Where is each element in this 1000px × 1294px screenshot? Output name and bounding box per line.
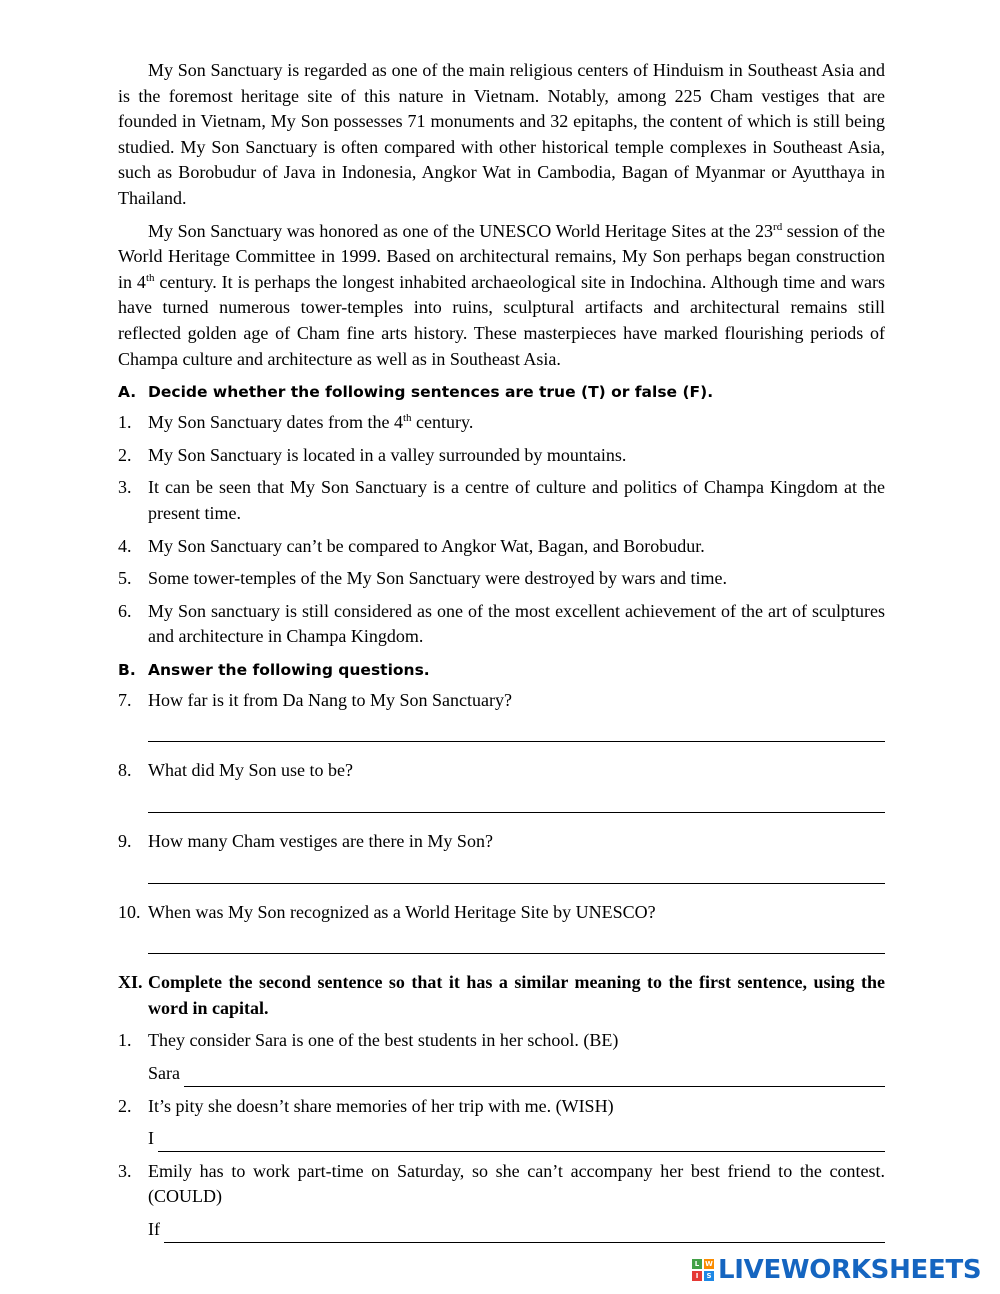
answer-line[interactable] (148, 869, 885, 884)
question-text: How far is it from Da Nang to My Son Sanctuary? (148, 689, 512, 710)
tf-item (118, 534, 885, 560)
passage-text: century. It is perhaps the longest inhabited archaeological site in Indochina. Although time and wars have turned numerous tower-temples into ruins, sculptural artifacts and architectural remains still reflected golden age of Cham fine arts history. These masterpieces have marked flourishing periods of Champa culture and architecture as well as in Southeast Asia. (118, 271, 885, 369)
answer-line[interactable] (148, 727, 885, 742)
item-number: 1. (118, 412, 132, 433)
superscript: rd (773, 220, 783, 233)
rewrite-item (118, 1028, 885, 1054)
rewrite-item (118, 1159, 885, 1210)
answer-line[interactable] (158, 1131, 885, 1152)
question-item (118, 688, 885, 714)
tf-item (118, 599, 885, 650)
item-number: 6. (118, 600, 132, 621)
item-number: 3. (118, 477, 132, 498)
passage-text: session of the World Heritage Committee in 1999. Based on architectural remains, My Son perhaps began construction in 4 (118, 220, 885, 292)
section-label: A. (118, 383, 137, 402)
liveworksheets-logo[interactable] (692, 1255, 981, 1285)
item-text: My Son sanctuary is still considered as one of the most excellent achievement of the art of sculptures and architecture in Champa Kingdom. (148, 600, 885, 647)
section-title: Answer the following questions. (148, 660, 430, 679)
item-text: It’s pity she doesn’t share memories of her trip with me. (WISH) (148, 1095, 614, 1116)
item-text-part: century. (411, 412, 474, 433)
section-label: XI. (118, 972, 143, 993)
item-text: My Son Sanctuary is located in a valley surrounded by mountains. (148, 444, 627, 465)
item-text: It can be seen that My Son Sanctuary is a centre of culture and politics of Champa Kingdom at the present time. (148, 477, 885, 523)
item-text (148, 410, 885, 436)
question-item (118, 758, 885, 784)
item-number: 2. (118, 1095, 132, 1116)
item-text: Some tower-temples of the My Son Sanctuary were destroyed by wars and time. (148, 568, 727, 589)
item-number: 1. (118, 1030, 132, 1051)
superscript: th (402, 412, 412, 425)
section-xi-heading (118, 970, 885, 1021)
item-number: 4. (118, 535, 132, 556)
answer-line[interactable] (148, 798, 885, 813)
item-text-part: My Son Sanctuary dates from the 4 (148, 412, 403, 433)
rewrite-line (148, 1061, 885, 1087)
logo-cell: I (692, 1271, 702, 1281)
sentence-start: I (148, 1128, 154, 1149)
item-number: 9. (118, 831, 132, 852)
item-number: 3. (118, 1160, 132, 1181)
logo-grid-icon (692, 1259, 714, 1281)
sentence-start: If (148, 1219, 160, 1239)
item-number: 2. (118, 444, 132, 465)
logo-text: LIVEWORKSHEETS (718, 1255, 982, 1285)
question-item (118, 829, 885, 855)
passage-text: My Son Sanctuary was honored as one of the UNESCO World Heritage Sites at the 23 (148, 220, 774, 241)
item-text: They consider Sara is one of the best students in her school. (BE) (148, 1030, 619, 1051)
rewrite-item (118, 1094, 885, 1120)
tf-item (118, 410, 885, 436)
rewrite-line (148, 1217, 885, 1243)
question-item (118, 900, 885, 926)
logo-cell: L (692, 1259, 702, 1269)
tf-item (118, 566, 885, 592)
passage-paragraph-2 (118, 219, 885, 373)
question-text: When was My Son recognized as a World Heritage Site by UNESCO? (148, 901, 656, 922)
answer-line[interactable] (184, 1066, 885, 1087)
worksheet-page (118, 58, 885, 1250)
question-text: What did My Son use to be? (148, 760, 353, 781)
rewrite-line (148, 1126, 885, 1152)
logo-cell: W (705, 1260, 713, 1268)
question-text: How many Cham vestiges are there in My Son? (148, 831, 493, 852)
tf-item (118, 443, 885, 469)
item-number: 5. (118, 568, 132, 589)
answer-line[interactable] (164, 1222, 885, 1243)
tf-item (118, 475, 885, 526)
item-number: 7. (118, 689, 132, 710)
superscript: th (145, 271, 155, 284)
item-number: 8. (118, 760, 132, 781)
item-number: 10. (118, 901, 141, 922)
section-title: Decide whether the following sentences are true (T) or false (F). (148, 383, 714, 402)
sentence-start: Sara (148, 1063, 180, 1084)
passage-paragraph-1: My Son Sanctuary is regarded as one of the main religious centers of Hinduism in Southeast Asia and is the foremost heritage site of this nature in Vietnam. Notably, among 225 Cham vestiges that are founded in Vietnam, My Son possesses 71 monuments and 32 epitaphs, the content of which is still being studied. My Son Sanctuary is often compared with other historical temple complexes in Southeast Asia, such as Borobudur of Java in Indonesia, Angkor Wat in Cambodia, Bagan of Myanmar or Ayutthaya in Thailand. (118, 60, 885, 208)
logo-cell: S (704, 1271, 714, 1281)
section-title: Complete the second sentence so that it has a similar meaning to the first sentence, using the word in capital. (148, 972, 885, 1018)
section-label: B. (118, 660, 136, 679)
section-b-heading (118, 659, 885, 681)
section-a-heading (118, 381, 885, 403)
answer-line[interactable] (148, 939, 885, 954)
item-text: My Son Sanctuary can’t be compared to Angkor Wat, Bagan, and Borobudur. (148, 535, 705, 556)
item-text: Emily has to work part-time on Saturday, so she can’t accompany her best friend to the contest. (COULD) (148, 1160, 885, 1207)
